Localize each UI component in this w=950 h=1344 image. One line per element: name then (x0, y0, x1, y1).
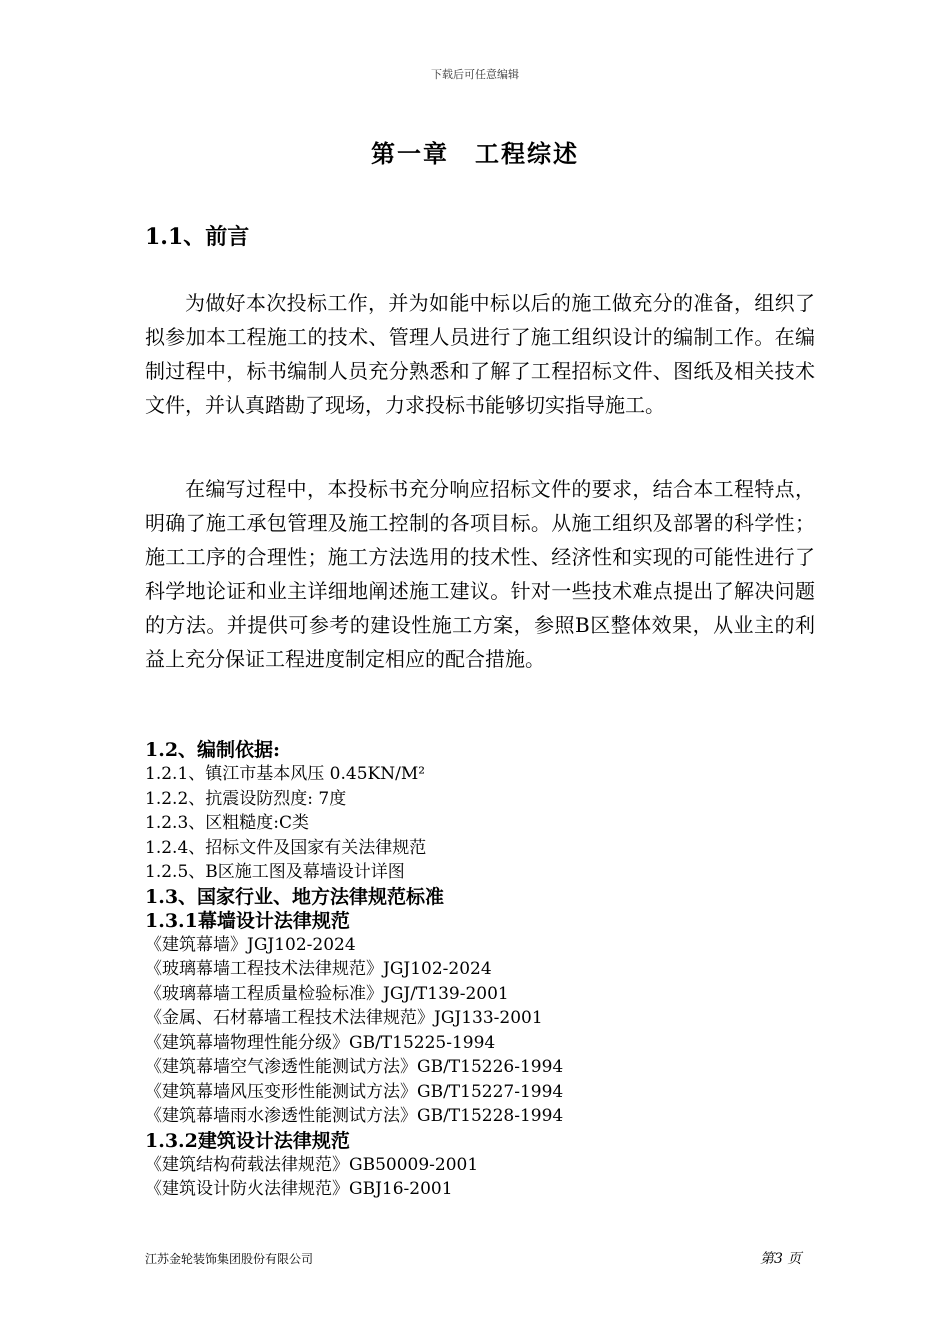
list-item: 《建筑幕墙》JGJ102-2024 (145, 934, 356, 955)
list-item: 《金属、石材幕墙工程技术法律规范》JGJ133-2001 (145, 1008, 543, 1028)
list-item: 《建筑幕墙雨水渗透性能测试方法》GB/T15228-1994 (145, 1106, 564, 1126)
list-item: 1.2.2、抗震设防烈度: 7度 (145, 788, 347, 809)
section-heading-1-3-2: 1.3.2建筑设计法律规范 (145, 1129, 350, 1152)
section-heading-1-3: 1.3、国家行业、地方法律规范标准 (145, 885, 445, 908)
list-item: 《建筑设计防火法律规范》GBJ16-2001 (145, 1179, 453, 1199)
section-heading-1-2: 1.2、编制依据: (145, 739, 281, 761)
reference-list (145, 738, 845, 1202)
list-item: 1.2.4、招标文件及国家有关法律规范 (145, 837, 427, 858)
footer-page-number: 第3 页 (760, 1251, 802, 1267)
intro-paragraph-1: 为做好本次投标工作，并为如能中标以后的施工做充分的准备，组织了拟参加本工程施工的技术、管理人员进行了施工组织设计的编制工作。在编制过程中，标书编制人员充分熟悉和了解了工程招标文件、图纸及相关技术文件，并认真踏勘了现场，力求投标书能够切实指导施工。 (145, 291, 815, 417)
list-item: 1.2.1、镇江市基本风压 0.45KN/M² (145, 764, 426, 784)
list-item: 《建筑幕墙物理性能分级》GB/T15225-1994 (145, 1032, 496, 1053)
section-heading-1-1: 1.1、前言 (145, 224, 250, 250)
footer-company: 江苏金轮装饰集团股份有限公司 (145, 1252, 314, 1266)
list-item: 《建筑幕墙空气渗透性能测试方法》GB/T15226-1994 (145, 1057, 564, 1077)
header-note: 下载后可任意编辑 (431, 68, 519, 81)
list-item: 《玻璃幕墙工程质量检验标准》JGJ/T139-2001 (145, 983, 509, 1004)
list-item: 1.2.5、B区施工图及幕墙设计详图 (145, 862, 405, 882)
intro-paragraph-2: 在编写过程中，本投标书充分响应招标文件的要求，结合本工程特点，明确了施工承包管理及施工控制的各项目标。从施工组织及部署的科学性；施工工序的合理性；施工方法选用的技术性、经济性和实现的可能性进行了科学地论证和业主详细地阐述施工建议。针对一些技术难点提出了解决问题的方法。并提供可参考的建设性施工方案，参照B区整体效果，从业主的利益上充分保证工程进度制定相应的配合措施。 (145, 477, 815, 671)
section-heading-1-3-1: 1.3.1幕墙设计法律规范 (145, 909, 350, 932)
list-item: 《玻璃幕墙工程技术法律规范》JGJ102-2024 (145, 959, 492, 979)
list-item: 1.2.3、区粗糙度:C类 (145, 813, 309, 833)
list-item: 《建筑幕墙风压变形性能测试方法》GB/T15227-1994 (145, 1081, 564, 1102)
chapter-title: 第一章 工程综述 (371, 139, 579, 168)
list-item: 《建筑结构荷载法律规范》GB50009-2001 (145, 1154, 479, 1175)
